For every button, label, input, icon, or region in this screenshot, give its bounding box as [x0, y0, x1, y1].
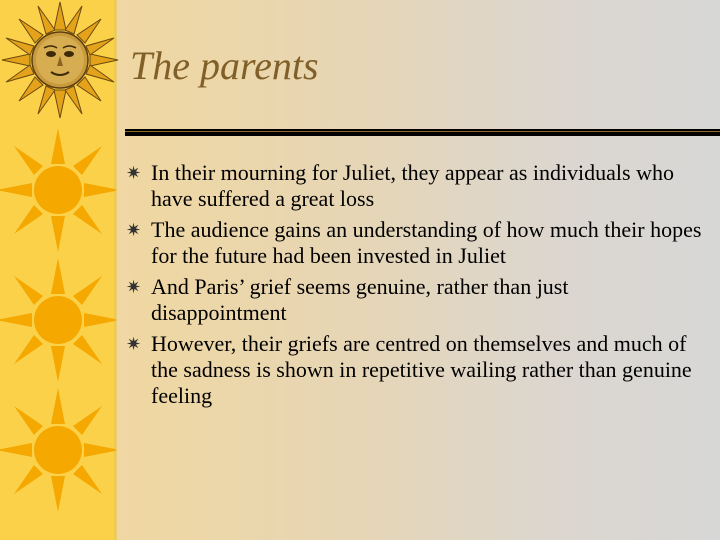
bullet-item [126, 160, 706, 212]
sun-face-logo-icon [0, 0, 120, 125]
sunburst-bullet-icon: ✷ [126, 277, 142, 297]
sun-decoration-icon [0, 385, 116, 515]
sun-decoration-icon [0, 255, 116, 385]
bullet-text: And Paris’ grief seems genuine, rather than just disappointment [151, 274, 569, 325]
bullet-text: The audience gains an understanding of how much their hopes for the future had been invested in Juliet [151, 217, 702, 268]
bullet-list [126, 160, 706, 414]
bullet-text: In their mourning for Juliet, they appear as individuals who have suffered a great loss [151, 160, 674, 211]
bullet-item [126, 331, 706, 409]
bullet-text: However, their griefs are centred on themselves and much of the sadness is shown in repetitive wailing rather than genuine feeling [151, 331, 692, 408]
sun-decoration-icon [0, 125, 116, 255]
sunburst-bullet-icon: ✷ [126, 163, 142, 183]
sunburst-bullet-icon: ✷ [126, 220, 142, 240]
sunburst-bullet-icon: ✷ [126, 334, 142, 354]
bullet-item [126, 274, 706, 326]
title-divider [125, 129, 720, 136]
bullet-item [126, 217, 706, 269]
slide-title: The parents [130, 43, 319, 88]
